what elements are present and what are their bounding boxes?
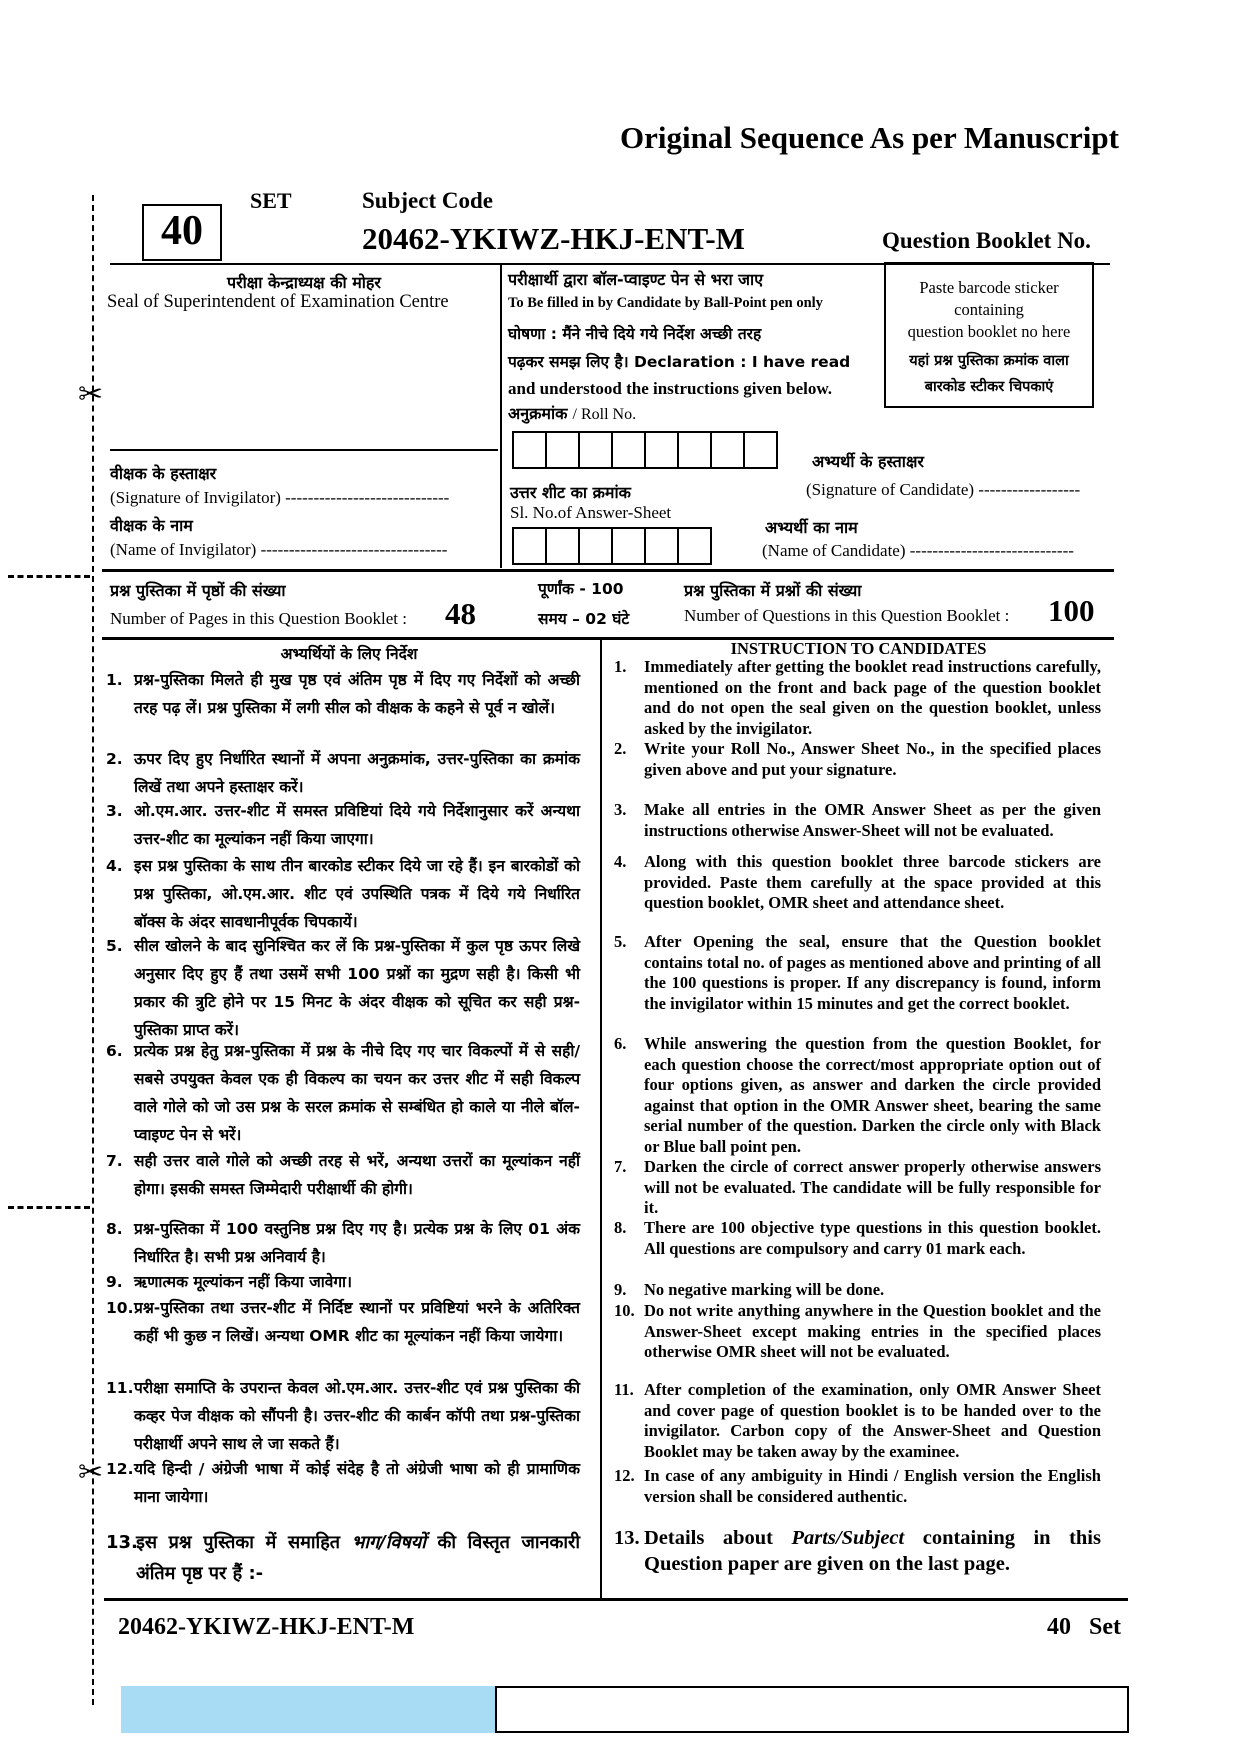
answer-sheet-digit[interactable] xyxy=(677,527,712,565)
divider xyxy=(104,1598,1128,1601)
footer-box[interactable] xyxy=(495,1686,1129,1733)
subject-code: 20462-YKIWZ-HKJ-ENT-M xyxy=(362,221,745,256)
hindi-instruction-5: 5. सील खोलने के बाद सुनिश्चित कर लें कि प्रश्न-पुस्तिका में कुल पृष्ठ ऊपर लिखे अनुसार दिए हुए हैं तथा उसमें सभी 100 प्रश्नों का मुद्रण सही है। किसी भी प्रकार की त्रुटि होने पर 15 मिनट के अंदर वीक्षक को सूचित कर सही प्रश्न-पुस्तिका प्राप्त करें। xyxy=(106,937,580,1039)
seal-label-english: Seal of Superintendent of Examination Centre xyxy=(107,292,449,312)
english-instruction-9: 9. No negative marking will be done. xyxy=(614,1280,885,1299)
candidate-name-field[interactable]: (Name of Candidate) ----------------------------- xyxy=(762,541,1074,560)
roll-no-label xyxy=(508,402,636,424)
hindi-instruction-10: 10. प्रश्न-पुस्तिका तथा उत्तर-शीट में निर्दिष्ट स्थानों पर प्रविष्टियां भरने के अतिरिक्त कहीं भी कुछ न लिखें। अन्यथा OMR शीट का मूल्यांकन नहीं किया जायेगा। xyxy=(106,1299,580,1345)
candidate-fill-english: To Be filled in by Candidate by Ball-Point pen only xyxy=(508,295,823,311)
hindi-instruction-1: 1. प्रश्न-पुस्तिका मिलते ही मुख पृष्ठ एवं अंतिम पृष्ठ में दिए गए निर्देशों को अच्छी तरह पढ़ लें। प्रश्न पुस्तिका में लगी सील को वीक्षक के कहने से पूर्व न खोलें। xyxy=(106,671,580,717)
english-instruction-6: 6. While answering the question from the question Booklet, for each question choose the correct/most appropriate option out of four options given, as answer and darken the circle provided against that option in the OMR Answer sheet, bearing the same serial number of the question. Darken the circle only with Black or Blue ball point pen. xyxy=(614,1034,1101,1156)
answer-sheet-label-hindi: उत्तर शीट का क्रमांक xyxy=(510,483,631,502)
roll-no-label-hindi: अनुक्रमांक xyxy=(508,404,568,423)
roll-no-digit[interactable] xyxy=(611,431,646,469)
hindi-instruction-11: 11. परीक्षा समाप्ति के उपरान्त केवल ओ.एम.आर. उत्तर-शीट एवं प्रश्न पुस्तिका की कव्हर पेज वीक्षक को सौंपनी है। उत्तर-शीट की कार्बन कॉपी तथा प्रश्न-पुस्तिका परीक्षार्थी अपने साथ ले जा सकते हैं। xyxy=(106,1379,580,1453)
roll-no-label-english: / Roll No. xyxy=(572,406,637,423)
english-instruction-4: 4. Along with this question booklet three barcode stickers are provided. Paste them carefully at the space provided at this question booklet, OMR sheet and attendance sheet. xyxy=(614,852,1101,912)
pages-label-english: Number of Pages in this Question Booklet : xyxy=(110,609,408,628)
hindi-instruction-2: 2. ऊपर दिए हुए निर्धारित स्थानों में अपना अनुक्रमांक, उत्तर-पुस्तिका का क्रमांक लिखें तथा अपने हस्ताक्षर करें। xyxy=(106,750,580,796)
booklet-no-label: Question Booklet No. xyxy=(882,228,1091,253)
hindi-instruction-8: 8. प्रश्न-पुस्तिका में 100 वस्तुनिष्ठ प्रश्न दिए गए है। प्रत्येक प्रश्न के लिए 01 अंक निर्धारित है। सभी प्रश्न अनिवार्य है। xyxy=(106,1220,580,1266)
time: समय – 02 घंटे xyxy=(538,610,630,628)
hindi-instruction-13: 13. इस प्रश्न पुस्तिका में समाहित भाग/विषयों की विस्तृत जानकारी अंतिम पृष्ठ पर हैं :- xyxy=(106,1532,581,1584)
cut-mark-bottom xyxy=(8,1206,90,1209)
hindi-instructions-heading: अभ्यर्थियों के लिए निर्देश xyxy=(280,645,418,663)
scissors-icon: ✂ xyxy=(78,377,104,412)
questions-value: 100 xyxy=(1048,593,1095,628)
set-number: 40 xyxy=(161,208,203,254)
english-instruction-12: 12. In case of any ambiguity in Hindi / English version the English version shall be considered authentic. xyxy=(614,1466,1101,1506)
barcode-hindi-2: बारकोड स्टीकर चिपकाएं xyxy=(924,379,1054,395)
candidate-signature-field[interactable]: (Signature of Candidate) ------------------ xyxy=(806,480,1081,499)
answer-sheet-digit[interactable] xyxy=(512,527,547,565)
hindi-instruction-9: 9. ऋणात्मक मूल्यांकन नहीं किया जावेगा। xyxy=(106,1273,352,1291)
answer-sheet-label-english: Sl. No.of Answer-Sheet xyxy=(510,503,672,522)
english-instruction-1: 1. Immediately after getting the booklet read instructions carefully, mentioned on the front and back page of the question booklet and do not open the seal given on the question booklet, unless asked by the invigilator. xyxy=(614,657,1101,738)
roll-no-digit[interactable] xyxy=(710,431,745,469)
roll-no-digit[interactable] xyxy=(743,431,778,469)
english-instruction-13: 13. Details about Parts/Subject containing in this Question paper are given on the last page. xyxy=(614,1527,1101,1575)
pages-value: 48 xyxy=(445,596,476,631)
footer-set: 40 Set xyxy=(1047,1614,1121,1640)
answer-sheet-digit[interactable] xyxy=(644,527,679,565)
roll-no-input[interactable] xyxy=(514,431,778,469)
scissors-icon: ✂ xyxy=(78,1455,104,1490)
sequence-title: Original Sequence As per Manuscript xyxy=(620,120,1119,155)
cut-mark-top xyxy=(8,575,90,578)
hindi-instruction-6: 6. प्रत्येक प्रश्न हेतु प्रश्न-पुस्तिका में प्रश्न के नीचे दिए गए चार विकल्पों में से सही/सबसे उपयुक्त केवल एक ही विकल्प का चयन कर उत्तर शीट में सही विकल्प वाले गोले को जो उस प्रश्न के सरल क्रमांक से सम्बंधित हो काले या नीले बॉल-प्वाइण्ट पेन से भरें। xyxy=(106,1042,580,1144)
column-divider xyxy=(600,637,602,1599)
answer-sheet-digit[interactable] xyxy=(611,527,646,565)
answer-sheet-no-input[interactable] xyxy=(514,527,712,565)
english-instruction-7: 7. Darken the circle of correct answer properly otherwise answers will not be evaluated. The candidate will be fully responsible for it. xyxy=(614,1157,1101,1217)
english-instructions-heading: INSTRUCTION TO CANDIDATES xyxy=(730,639,987,658)
roll-no-digit[interactable] xyxy=(512,431,547,469)
answer-sheet-digit[interactable] xyxy=(578,527,613,565)
roll-no-digit[interactable] xyxy=(644,431,679,469)
hindi-instruction-7: 7. सही उत्तर वाले गोले को अच्छी तरह से भरें, अन्यथा उत्तरों का मूल्यांकन नहीं होगा। इसकी समस्त जिम्मेदारी परीक्षार्थी की होगी। xyxy=(106,1152,580,1198)
hindi-instruction-3: 3. ओ.एम.आर. उत्तर-शीट में समस्त प्रविष्टियां दिये गये निर्देशानुसार करें अन्यथा उत्तर-शीट का मूल्यांकन नहीं किया जाएगा। xyxy=(106,802,580,848)
invigilator-signature-hindi: वीक्षक के हस्ताक्षर xyxy=(110,464,217,483)
declaration-line-2: पढ़कर समझ लिए है। Declaration : I have read xyxy=(508,353,851,371)
questions-label-english: Number of Questions in this Question Booklet : xyxy=(684,606,1010,625)
invigilator-name-field[interactable]: (Name of Invigilator) --------------------------------- xyxy=(110,540,448,559)
divider xyxy=(102,569,1114,572)
roll-no-digit[interactable] xyxy=(578,431,613,469)
declaration-line-3: and understood the instructions given below. xyxy=(508,379,832,398)
answer-sheet-digit[interactable] xyxy=(545,527,580,565)
english-instruction-3: 3. Make all entries in the OMR Answer Sheet as per the given instructions otherwise Answer-Sheet will not be evaluated. xyxy=(614,800,1101,840)
divider xyxy=(500,263,502,568)
english-instruction-8: 8. There are 100 objective type questions in this question booklet. All questions are compulsory and carry 01 mark each. xyxy=(614,1218,1101,1258)
candidate-fill-hindi: परीक्षार्थी द्वारा बॉल-प्वाइण्ट पेन से भरा जाए xyxy=(508,270,764,289)
english-instruction-5: 5. After Opening the seal, ensure that the Question booklet contains total no. of pages as mentioned above and printing of all the 100 questions is proper. If any discrepancy is found, inform the invigilator within 15 minutes and get the correct booklet. xyxy=(614,932,1101,1013)
questions-label-hindi: प्रश्न पुस्तिका में प्रश्नों की संख्या xyxy=(684,581,862,600)
invigilator-name-hindi: वीक्षक के नाम xyxy=(110,516,193,535)
invigilator-signature-field[interactable]: (Signature of Invigilator) ----------------------------- xyxy=(110,488,450,507)
barcode-hindi-1: यहां प्रश्न पुस्तिका क्रमांक वाला xyxy=(909,353,1069,369)
hindi-instruction-4: 4. इस प्रश्न पुस्तिका के साथ तीन बारकोड स्टीकर दिये जा रहे हैं। इन बारकोडों को प्रश्न पुस्तिका, ओ.एम.आर. शीट एवं उपस्थिति पत्रक में दिये गये निर्धारित बॉक्स के अंदर सावधानीपूर्वक चिपकायें। xyxy=(106,857,580,931)
candidate-name-hindi: अभ्यर्थी का नाम xyxy=(765,518,858,537)
barcode-line-1: Paste barcode sticker xyxy=(919,278,1059,297)
barcode-line-3: question booklet no here xyxy=(907,322,1071,341)
declaration-line-1: घोषणा : मैंने नीचे दिये गये निर्देश अच्छी तरह xyxy=(508,325,762,343)
barcode-line-2: containing xyxy=(954,300,1024,319)
seal-label-hindi: परीक्षा केन्द्राध्यक्ष की मोहर xyxy=(227,273,381,292)
divider xyxy=(110,449,498,451)
candidate-signature-hindi: अभ्यर्थी के हस्ताक्षर xyxy=(812,452,924,471)
hindi-instruction-12: 12. यदि हिन्दी / अंग्रेजी भाषा में कोई संदेह है तो अंग्रेजी भाषा को ही प्रामाणिक माना जायेगा। xyxy=(106,1460,580,1506)
max-marks: पूर्णांक - 100 xyxy=(538,580,624,598)
roll-no-digit[interactable] xyxy=(545,431,580,469)
roll-no-digit[interactable] xyxy=(677,431,712,469)
subject-code-label: Subject Code xyxy=(362,188,493,213)
pages-label-hindi: प्रश्न पुस्तिका में पृष्ठों की संख्या xyxy=(110,581,286,600)
english-instruction-2: 2. Write your Roll No., Answer Sheet No., in the specified places given above and put your signature. xyxy=(614,739,1101,779)
set-label: SET xyxy=(250,188,292,213)
english-instruction-10: 10. Do not write anything anywhere in the Question booklet and the Answer-Sheet except making entries in the specified places otherwise OMR sheet will not be evaluated. xyxy=(614,1301,1101,1361)
footer-subject-code: 20462-YKIWZ-HKJ-ENT-M xyxy=(118,1614,415,1640)
english-instruction-11: 11. After completion of the examination, only OMR Answer Sheet and cover page of question booklet is to be handed over to the invigilator. Carbon copy of the Answer-Sheet and Question Booklet may be taken away by the examinee. xyxy=(614,1380,1101,1461)
footer-color-bar xyxy=(121,1686,495,1733)
